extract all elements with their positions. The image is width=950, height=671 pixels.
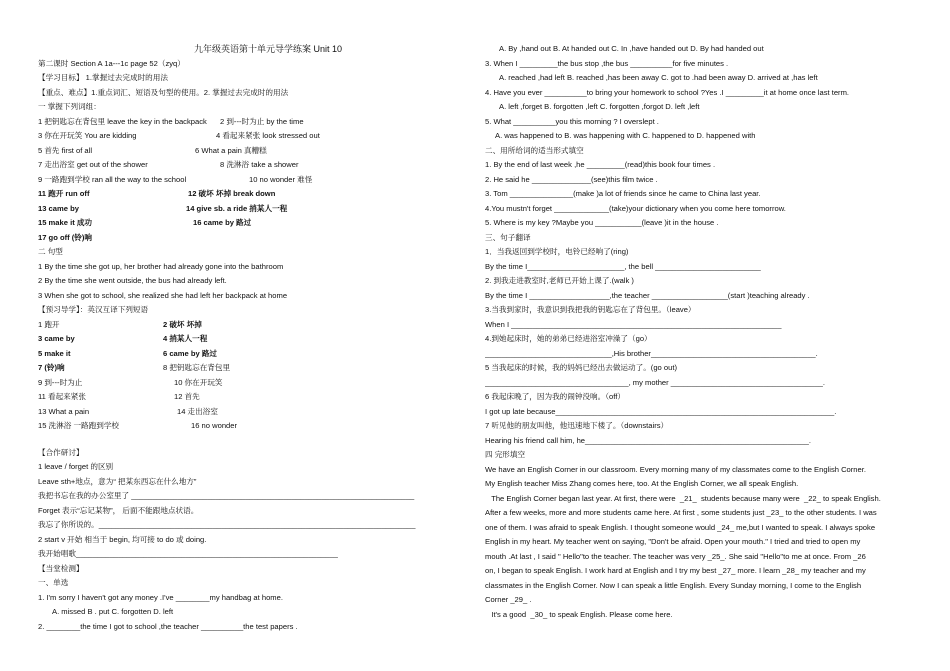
preview-heading: 【预习导学】：英汉互译下列短语 [38, 305, 149, 314]
cloze-line: My English teacher Miss Zhang comes here, too. At the English Corner, we all speak English. [485, 479, 799, 488]
translation-line: 7 听见他的朋友叫他，他迅速地下楼了。（downstairs） [485, 421, 669, 430]
question-options: A. left ,forget B. forgotten ,left C. forgotten ,forgot D. left ,left [499, 102, 700, 111]
translation-line: 4.到她起床时，她的弟弟已经进浴室冲澡了（go） [485, 334, 652, 343]
fill-item: 1. By the end of last week ,he _________(read)this book four times . [485, 160, 716, 169]
preview-row: 3 came by 4 捎某人一程 [38, 334, 208, 343]
coop-line: 1 leave / forget 的区别 [38, 462, 114, 471]
phrase-row-bold: 17 go off (铃)响 [38, 232, 92, 242]
translation-heading: 三、句子翻译 [485, 232, 531, 242]
learning-goal: 【学习目标】 1.掌握过去完成时的用法 [38, 73, 168, 82]
question: 1. I'm sorry I haven't got any money .I've ________my handbag at home. [38, 592, 283, 602]
phrase-row-bold: 15 make it 成功 16 came by 路过 [38, 218, 252, 227]
question: 3. When I _________the bus stop ,the bus __________for five minutes . [485, 58, 729, 68]
single-choice-heading: 一、单选 [38, 578, 69, 587]
coop-line: 我把书忘在我的办公室里了 ___________________________________________________________________ [38, 491, 415, 500]
fill-item: 4.You mustn't forget _____________(take)your dictionary when you come here tomorrow. [485, 203, 786, 213]
question: 5. What __________you this morning ? I overslept . [485, 116, 659, 126]
left-column [38, 42, 458, 634]
cloze-line: classmates in the English Corner. Now I can speak a little English. Every Sunday morning, I come to the English [485, 580, 862, 590]
coop-line: Forget 表示“忘记某物”， 后面不能跟地点状语。 [38, 505, 199, 515]
cloze-heading: 四 完形填空 [485, 450, 526, 459]
fill-item: 2. He said he ______________(see)this film twice . [485, 174, 658, 184]
cloze-line: English in my heart. My teacher went on saying, "Don't be afraid. Open your mouth." I tried and tried to open my [485, 537, 861, 546]
section-sentences-heading: 二 句型 [38, 247, 63, 256]
sentence: 2 By the time she went outside, the bus had already left. [38, 276, 227, 285]
cloze-line: We have an English Corner in our classroom. Every morning many of my classmates come to the English Corner. [485, 464, 866, 474]
coop-line: 2 start v 开始 相当于 begin, 均可接 to do 或 doing. [38, 534, 207, 544]
translation-line: By the time I ___________________,the teacher __________________(start )teaching already . [485, 290, 810, 300]
fill-item: 3. Tom _______________(make )a lot of friends since he came to China last year. [485, 189, 761, 198]
preview-row: 7 (铃)响 8 把钥匙忘在背包里 [38, 363, 231, 372]
phrase-row: 1 把钥匙忘在背包里 leave the key in the backpack 2 到---时为止 by the time [38, 116, 304, 126]
question-options: A. By ,hand out B. At handed out C. In ,have handed out D. By had handed out [499, 44, 764, 53]
question-options: A. reached ,had left B. reached ,has been away C. got to .had been away D. arrived at ,has left [499, 73, 818, 82]
fill-in-heading: 二、用所给词的适当形式填空 [485, 145, 584, 155]
translation-line: ______________________________,His brother_______________________________________. [485, 348, 818, 358]
cloze-line: Corner _29_ . [485, 595, 532, 604]
cloze-line: It's a good _30_ to speak English. Please come here. [485, 609, 673, 619]
phrase-row-bold: 13 came by 14 give sb. a ride 捎某人一程 [38, 203, 288, 213]
translation-line: 6 我起床晚了，因为我的闹钟没响。（off） [485, 392, 625, 401]
sentence: 1 By the time she got up, her brother had already gone into the bathroom [38, 261, 284, 271]
cloze-line: The English Corner began last year. At first, there were _21_ students because many were _22_ to speak English. [485, 493, 881, 503]
cloze-line: After a few weeks, more and more students came here. At first , some students just _23_ to the other students. I was [485, 508, 877, 517]
phrase-row: 5 首先 first of all 6 What a pain 真糟糕 [38, 145, 267, 155]
key-points: 【重点、难点】1.重点词汇、短语及句型的使用。2. 掌握过去完成时的用法 [38, 87, 289, 97]
preview-row: 13 What a pain 14 走出浴室 [38, 406, 218, 416]
question: 4. Have you ever __________to bring your homework to school ?Yes .I _________it at home once last term. [485, 87, 850, 97]
coop-line: Leave sth+地点，意为“ 把某东西忘在什么地方” [38, 476, 197, 486]
section-phrases-heading: 一 掌握下列词组： [38, 102, 101, 111]
fill-item: 5. Where is my key ?Maybe you ___________(leave )it in the house . [485, 218, 719, 227]
cloze-line: mouth .At last , I said " Hello"to the teacher. The teacher was very _25_. She said "Hello"to me at once. From _26 [485, 551, 866, 561]
right-column [485, 42, 915, 622]
preview-row: 11 看起来紧张 12 首先 [38, 392, 200, 401]
coop-line: 我开始唱歌______________________________________________________________ [38, 549, 338, 558]
translation-line: By the time I_______________________, the bell _________________________ [485, 261, 761, 271]
translation-line: Hearing his friend call him, he_____________________________________________________. [485, 435, 811, 445]
phrase-row-bold: 11 跑开 run off 12 破坏 坏掉 break down [38, 189, 276, 198]
question: 2. ________the time I got to school ,the teacher __________the test papers . [38, 621, 298, 631]
preview-row: 1 跑开 2 破坏 坏掉 [38, 319, 202, 329]
cloze-line: one of them. I was afraid to speak English. I thought someone would _24_ me,but I wanted to speak. I always spoke [485, 522, 876, 532]
translation-line: 1．当我返回到学校时，电铃已经响了(ring) [485, 247, 629, 256]
in-class-test-heading: 【当堂检测】 [38, 563, 84, 573]
translation-line: 2. 到我走进教室时,老师已开始上课了.(walk ) [485, 276, 634, 285]
translation-line: 5 当我起床的时候，我的妈妈已经出去做运动了。(go out) [485, 363, 677, 372]
translation-line: 3.当我到家时，我意识到我把我的钥匙忘在了背包里。（leave） [485, 305, 696, 314]
translation-line: I got up late because__________________________________________________________________. [485, 406, 837, 416]
translation-line: __________________________________, my mother ____________________________________. [485, 377, 825, 387]
phrase-row: 7 走出浴室 get out of the shower 8 洗淋浴 take a shower [38, 160, 299, 169]
phrase-row: 3 你在开玩笑 You are kidding 4 看起来紧张 look stressed out [38, 131, 320, 140]
preview-row: 5 make it 6 came by 路过 [38, 348, 218, 358]
question-options: A. was happened to B. was happening with C. happened to D. happened with [495, 131, 756, 140]
document-title: 九年级英语第十单元导学练案 Unit 10 [193, 44, 343, 54]
preview-row: 15 洗淋浴 一路跑到学校 16 no wonder [38, 421, 238, 430]
question-options: A. missed B . put C. forgotten D. left [52, 607, 174, 616]
coop-line: 我忘了你所说的。___________________________________________________________________________ [38, 520, 416, 529]
cloze-line: on, I began to speak English. I work hard at English and I try my best _27_ more. I learn _28_ my teacher and my [485, 566, 866, 575]
preview-row: 9 到---时为止 10 你在开玩笑 [38, 377, 223, 387]
phrase-row: 9 一路跑到学校 ran all the way to the school 10 no wonder 难怪 [38, 174, 313, 184]
translation-line: When I ________________________________________________________________ [485, 319, 782, 329]
lesson-line: 第二课时 Section A 1a---1c page 52（zyq） [38, 58, 185, 68]
sentence: 3 When she got to school, she realized she had left her backpack at home [38, 290, 288, 300]
cooperation-heading: 【合作研讨】 [38, 447, 84, 457]
